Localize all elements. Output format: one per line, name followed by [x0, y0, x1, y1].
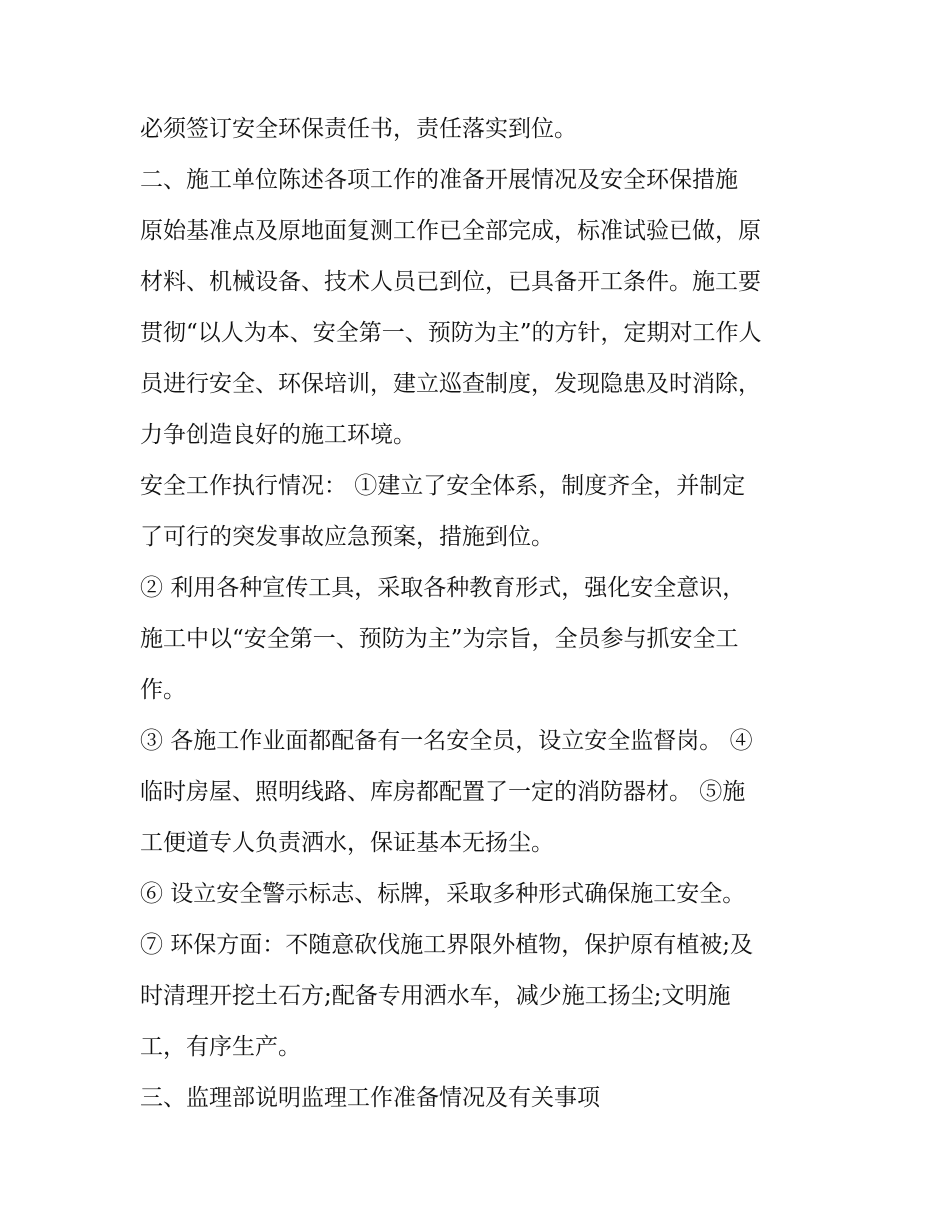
- section-heading-2: 二、施工单位陈述各项工作的准备开展情况及安全环保措施: [140, 167, 738, 193]
- text-line: ② 利用各种宣传工具，采取各种教育形式，强化安全意识，: [140, 575, 746, 601]
- text-line: 工便道专人负责洒水，保证基本无扬尘。: [140, 830, 554, 856]
- text-line: 施工中以“安全第一、预防为主”为宗旨，全员参与抓安全工: [140, 626, 739, 652]
- text-line: 作。: [140, 677, 186, 703]
- text-line: 时清理开挖土石方;配备专用洒水车，减少施工扬尘;文明施: [140, 983, 731, 1009]
- text-line: 工，有序生产。: [140, 1034, 301, 1060]
- text-line: 员进行安全、环保培训，建立巡查制度，发现隐患及时消除，: [140, 371, 761, 397]
- text-line: 了可行的突发事故应急预案，措施到位。: [140, 524, 554, 550]
- section-heading-3: 三、监理部说明监理工作准备情况及有关事项: [140, 1085, 600, 1111]
- text-line: ⑥ 设立安全警示标志、标牌，采取多种形式确保施工安全。: [140, 881, 746, 907]
- text-line: 临时房屋、照明线路、库房都配置了一定的消防器材。 ⑤施: [140, 779, 746, 805]
- text-line: ③ 各施工作业面都配备有一名安全员，设立安全监督岗。 ④: [140, 728, 753, 754]
- text-line: 力争创造良好的施工环境。: [140, 422, 416, 448]
- document-body: [140, 104, 830, 1124]
- text-line: 必须签订安全环保责任书，责任落实到位。: [140, 116, 577, 142]
- text-line: 安全工作执行情况： ①建立了安全体系，制度齐全，并制定: [140, 473, 746, 499]
- text-line: ⑦ 环保方面：不随意砍伐施工界限外植物，保护原有植被;及: [140, 932, 754, 958]
- text-line: 材料、机械设备、技术人员已到位，已具备开工条件。施工要: [140, 269, 761, 295]
- text-line: 原始基准点及原地面复测工作已全部完成，标准试验已做，原: [140, 218, 761, 244]
- text-line: 贯彻“以人为本、安全第一、预防为主”的方针，定期对工作人: [140, 320, 762, 346]
